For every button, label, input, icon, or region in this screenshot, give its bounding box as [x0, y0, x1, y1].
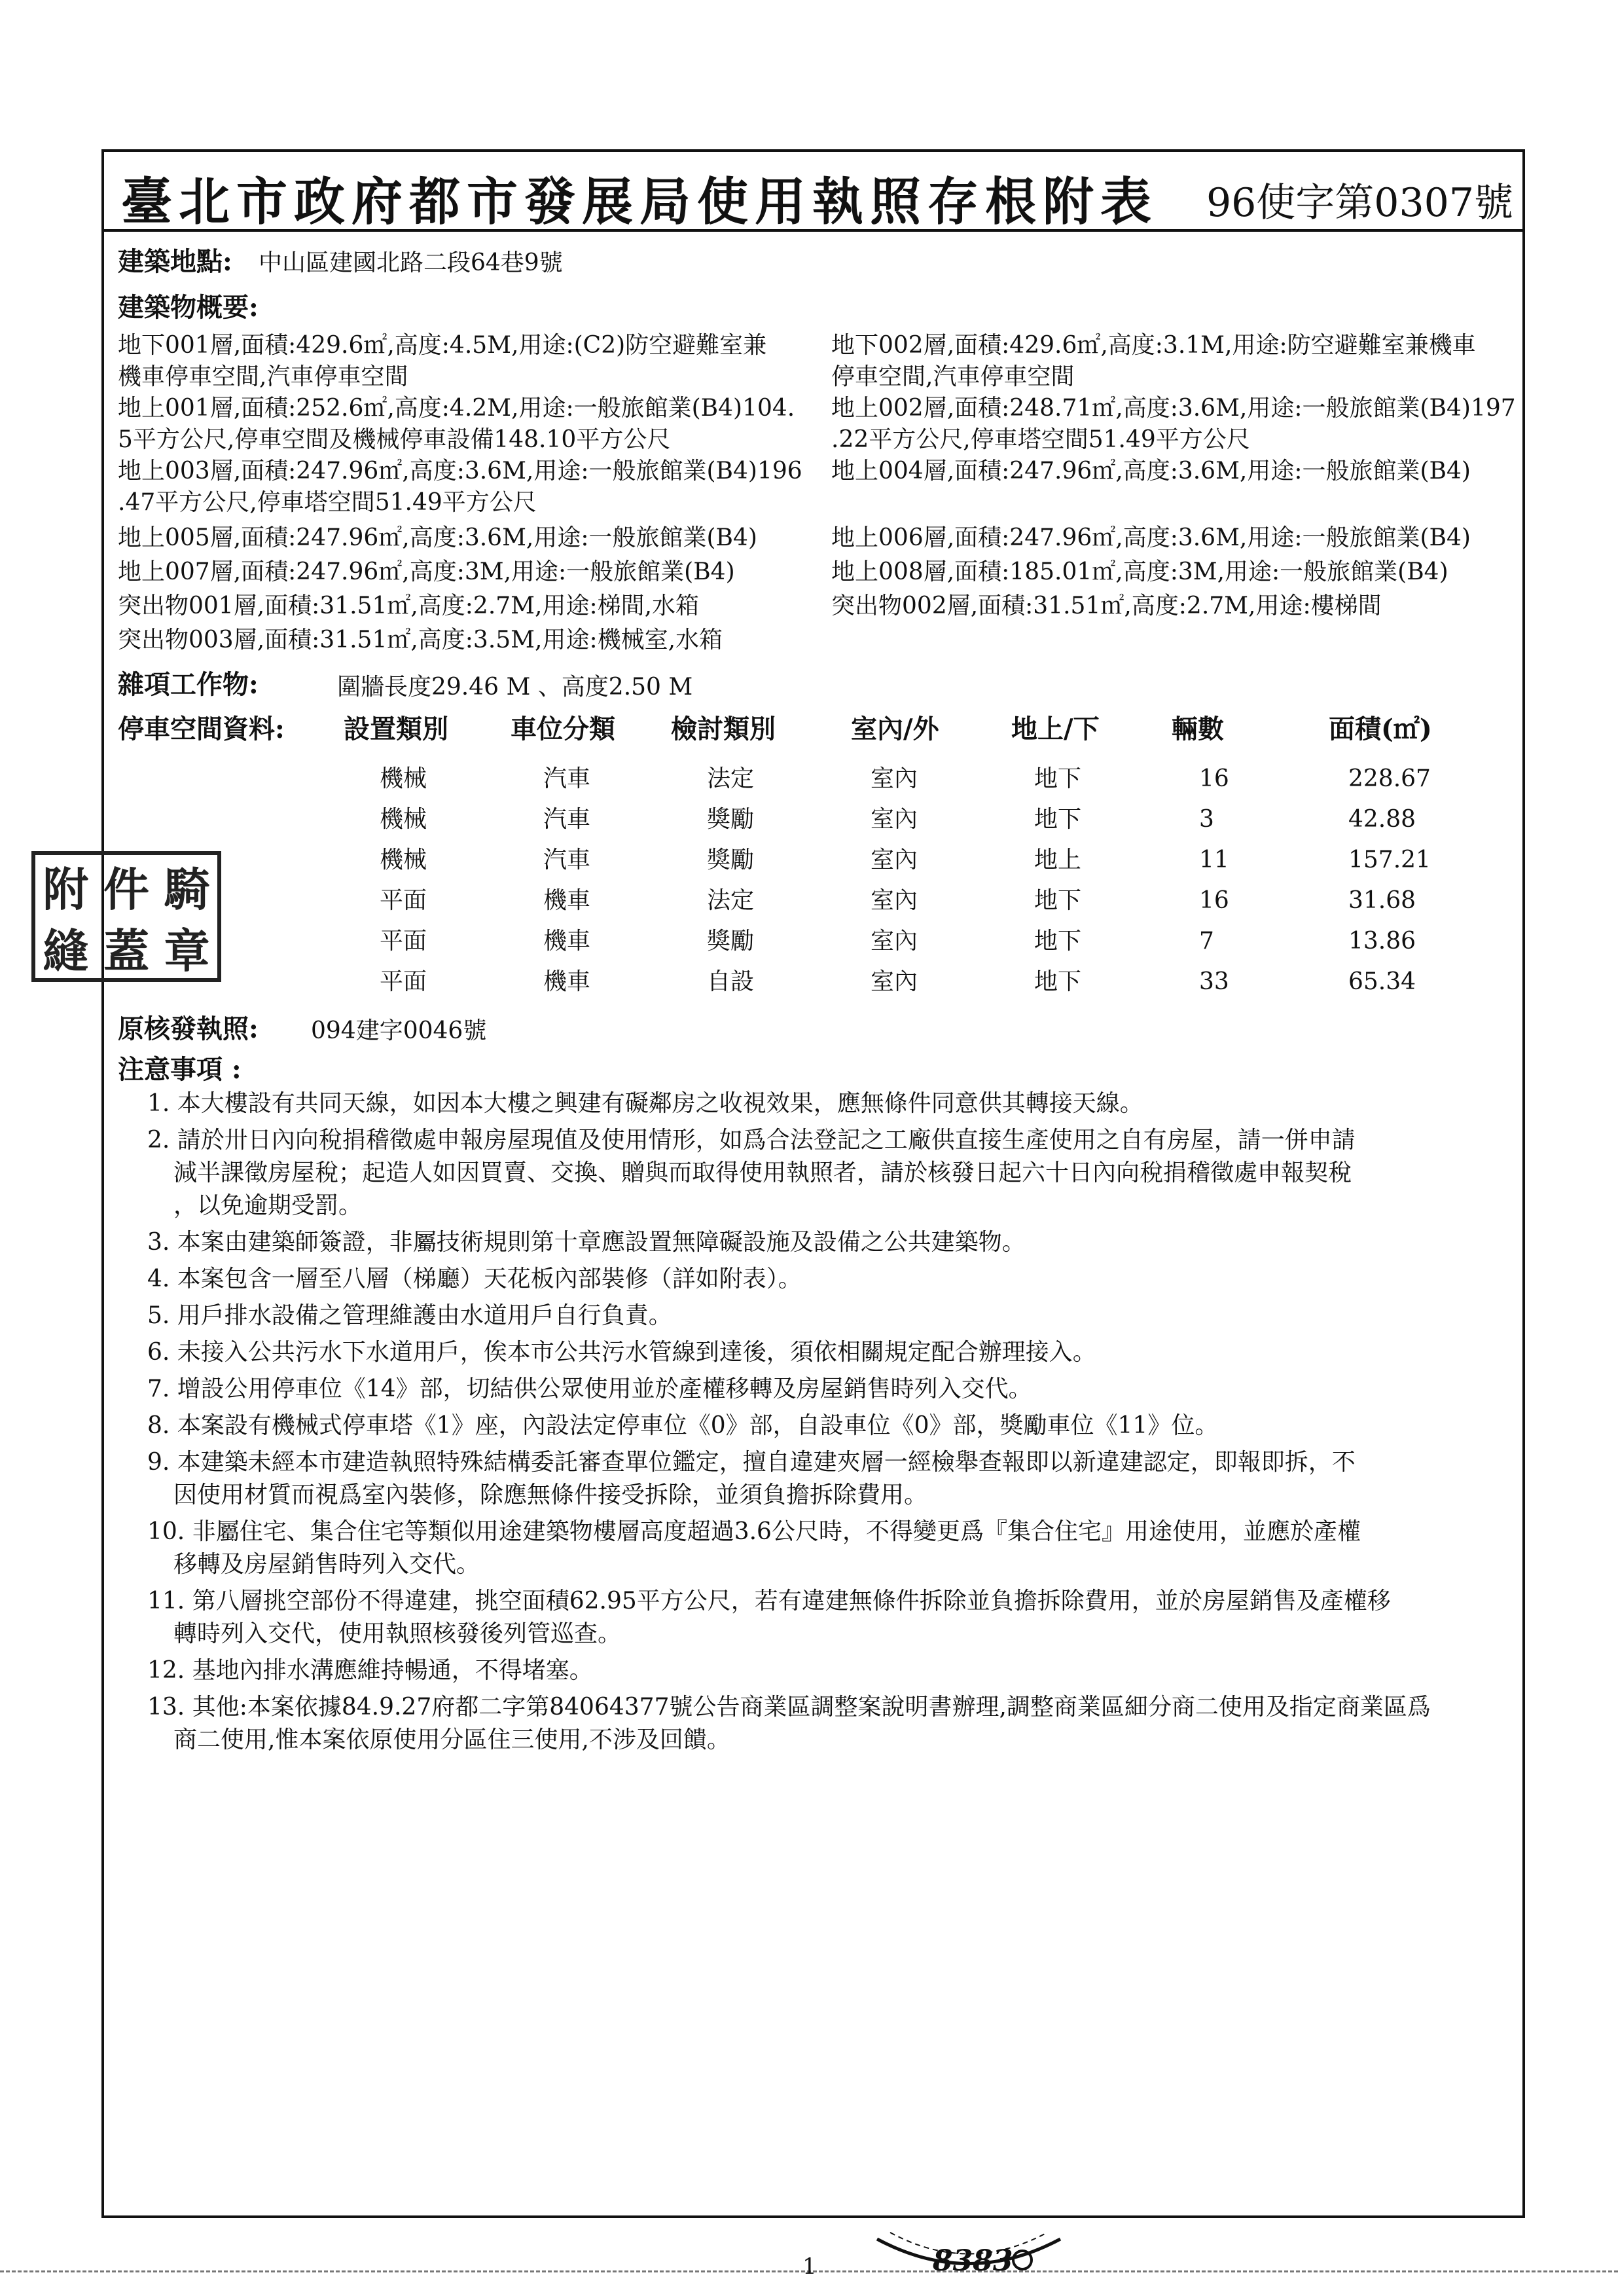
- stamp-char: 蓋: [103, 923, 149, 978]
- parking-cell: 33: [1199, 968, 1229, 995]
- overview-line: 地上004層,面積:247.96㎡,高度:3.6M,用途:一般旅館業(B4): [831, 458, 1471, 484]
- parking-cell: 機械: [380, 847, 427, 873]
- parking-cell: 獎勵: [707, 847, 755, 873]
- parking-header-cell: 面積(㎡): [1329, 714, 1432, 744]
- overview-line: 地上007層,面積:247.96㎡,高度:3M,用途:一般旅館業(B4): [118, 558, 735, 585]
- overview-line: 地上008層,面積:185.01㎡,高度:3M,用途:一般旅館業(B4): [831, 558, 1448, 585]
- overview-line: 地上005層,面積:247.96㎡,高度:3.6M,用途:一般旅館業(B4): [118, 524, 757, 551]
- stamp-char: 附: [43, 862, 89, 917]
- original-permit-label: 原核發執照:: [118, 1013, 259, 1044]
- overview-line: 地上001層,面積:252.6㎡,高度:4.2M,用途:一般旅館業(B4)104.: [118, 395, 795, 422]
- parking-cell: 汽車: [543, 847, 591, 873]
- parking-cell: 平面: [380, 887, 427, 914]
- parking-cell: 157.21: [1348, 847, 1431, 873]
- parking-cell: 機車: [543, 928, 591, 955]
- document-number: 96使字第0307號: [1206, 180, 1513, 226]
- parking-cell: 自設: [707, 968, 755, 995]
- parking-cell: 室內: [871, 968, 918, 995]
- stamp-char: 件: [103, 862, 149, 917]
- document-title: 臺北市政府都市發展局使用執照存根附表: [121, 172, 1159, 232]
- stamp-char: 縫: [43, 923, 89, 978]
- parking-cell: 42.88: [1348, 806, 1416, 833]
- title-row: [101, 149, 1525, 232]
- stamp-char: 騎: [164, 862, 210, 917]
- list-item: 10. 非屬住宅、集合住宅等類似用途建築物樓層高度超過3.6公尺時，不得變更爲『集合住宅』用途使用，並應於產權: [147, 1518, 1361, 1545]
- overview-line: 地上002層,面積:248.71㎡,高度:3.6M,用途:一般旅館業(B4)197: [831, 395, 1516, 422]
- list-item: 8. 本案設有機械式停車塔《1》座，內設法定停車位《0》部，自設車位《0》部，獎勵車位《11》位。: [147, 1412, 1219, 1439]
- parking-cell: 室內: [871, 765, 918, 792]
- parking-header-cell: 檢討類別: [671, 714, 776, 744]
- parking-cell: 機車: [543, 968, 591, 995]
- list-item: 4. 本案包含一層至八層（梯廳）天花板內部裝修（詳如附表）。: [147, 1266, 802, 1292]
- overview-line: 地上003層,面積:247.96㎡,高度:3.6M,用途:一般旅館業(B4)196: [118, 458, 802, 484]
- parking-cell: 獎勵: [707, 806, 755, 833]
- list-item: 12. 基地內排水溝應維持暢通，不得堵塞。: [147, 1657, 593, 1684]
- list-item: ，以免逾期受罰。: [173, 1192, 363, 1219]
- overview-line: 突出物001層,面積:31.51㎡,高度:2.7M,用途:梯間,水箱: [118, 592, 700, 619]
- parking-cell: 汽車: [543, 765, 591, 792]
- parking-cell: 16: [1199, 887, 1229, 914]
- list-item: 6. 未接入公共污水下水道用戶，俟本市公共污水管線到達後，須依相關規定配合辦理接入。: [147, 1339, 1096, 1366]
- list-item: 2. 請於卅日內向稅捐稽徵處申報房屋現值及使用情形，如爲合法登記之工廠供直接生產使用之自有房屋，請一併申請: [147, 1127, 1356, 1154]
- overview-line: 地上006層,面積:247.96㎡,高度:3.6M,用途:一般旅館業(B4): [831, 524, 1471, 551]
- overview-line: 停車空間,汽車停車空間: [831, 363, 1075, 390]
- parking-cell: 平面: [380, 968, 427, 995]
- notes-label: 注意事項 :: [118, 1054, 242, 1085]
- parking-cell: 65.34: [1348, 968, 1416, 995]
- list-item: 9. 本建築未經本市建造執照特殊結構委託審查單位鑑定，擅自違建夾層一經檢舉查報即以新違建認定，即報即拆，不: [147, 1449, 1356, 1476]
- original-permit-value: 094建字0046號: [311, 1017, 487, 1044]
- parking-cell: 3: [1199, 806, 1214, 833]
- parking-header-cell: 室內/外: [851, 714, 939, 744]
- parking-cell: 獎勵: [707, 928, 755, 955]
- parking-header-cell: 輛數: [1172, 714, 1224, 744]
- overview-line: 地下001層,面積:429.6㎡,高度:4.5M,用途:(C2)防空避難室兼: [118, 332, 767, 359]
- overview-line: .47平方公尺,停車塔空間51.49平方公尺: [118, 489, 537, 516]
- list-item: 1. 本大樓設有共同天線，如因本大樓之興建有礙鄰房之收視效果，應無條件同意供其轉接天線。: [147, 1090, 1143, 1117]
- page-number: 1: [802, 2253, 817, 2280]
- parking-cell: 室內: [871, 928, 918, 955]
- parking-cell: 7: [1199, 928, 1214, 955]
- parking-cell: 汽車: [543, 806, 591, 833]
- overview-label: 建築物概要:: [118, 292, 259, 323]
- parking-cell: 13.86: [1348, 928, 1416, 955]
- parking-cell: 平面: [380, 928, 427, 955]
- parking-label: 停車空間資料:: [118, 714, 285, 744]
- parking-cell: 機械: [380, 806, 427, 833]
- overview-line: 突出物003層,面積:31.51㎡,高度:3.5M,用途:機械室,水箱: [118, 627, 723, 653]
- overview-line: 5平方公尺,停車空間及機械停車設備148.10平方公尺: [118, 426, 671, 453]
- parking-cell: 法定: [707, 765, 755, 792]
- parking-cell: 地下: [1034, 968, 1082, 995]
- parking-cell: 地下: [1034, 928, 1082, 955]
- parking-cell: 機車: [543, 887, 591, 914]
- list-item: 7. 增設公用停車位《14》部，切結供公眾使用並於產權移轉及房屋銷售時列入交代。: [147, 1376, 1032, 1402]
- stamp-char: 章: [164, 923, 210, 978]
- parking-cell: 31.68: [1348, 887, 1416, 914]
- parking-cell: 地下: [1034, 887, 1082, 914]
- list-item: 3. 本案由建築師簽證，非屬技術規則第十章應設置無障礙設施及設備之公共建築物。: [147, 1229, 1026, 1256]
- list-item: 移轉及房屋銷售時列入交代。: [173, 1551, 480, 1578]
- list-item: 5. 用戶排水設備之管理維護由水道用戶自行負責。: [147, 1302, 672, 1329]
- parking-cell: 地上: [1034, 847, 1082, 873]
- parking-cell: 室內: [871, 847, 918, 873]
- overview-line: .22平方公尺,停車塔空間51.49平方公尺: [831, 426, 1250, 453]
- parking-header-cell: 地上/下: [1011, 714, 1100, 744]
- list-item: 13. 其他:本案依據84.9.27府都二字第84064377號公告商業區調整案說明書辦理,調整商業區細分商二使用及指定商業區爲: [147, 1694, 1431, 1721]
- location-value: 中山區建國北路二段64巷9號: [259, 249, 563, 276]
- list-item: 轉時列入交代，使用執照核發後列管巡查。: [173, 1620, 622, 1647]
- parking-cell: 室內: [871, 806, 918, 833]
- seal-number: 8383: [933, 2244, 1013, 2278]
- parking-cell: 11: [1199, 847, 1229, 873]
- seam-seal-stamp: [31, 851, 221, 982]
- misc-label: 雜項工作物:: [118, 669, 259, 700]
- list-item: 商二使用,惟本案依原使用分區住三使用,不涉及回饋。: [173, 1726, 730, 1753]
- parking-cell: 法定: [707, 887, 755, 914]
- parking-header-cell: 車位分類: [511, 714, 615, 744]
- parking-cell: 地下: [1034, 806, 1082, 833]
- parking-cell: 室內: [871, 887, 918, 914]
- parking-cell: 機械: [380, 765, 427, 792]
- list-item: 因使用材質而視爲室內裝修，除應無條件接受拆除，並須負擔拆除費用。: [173, 1482, 928, 1508]
- location-label: 建築地點:: [118, 246, 232, 277]
- seal-number-emblem: [871, 2226, 1067, 2285]
- list-item: 11. 第八層挑空部份不得違建，挑空面積62.95平方公尺，若有違建無條件拆除並負擔拆除費用，並於房屋銷售及產權移: [147, 1588, 1391, 1614]
- overview-line: 機車停車空間,汽車停車空間: [118, 363, 408, 390]
- parking-cell: 228.67: [1348, 765, 1431, 792]
- parking-cell: 地下: [1034, 765, 1082, 792]
- overview-line: 突出物002層,面積:31.51㎡,高度:2.7M,用途:樓梯間: [831, 592, 1382, 619]
- parking-header-cell: 設置類別: [344, 714, 448, 744]
- misc-value: 圍牆長度29.46 M 、高度2.50 M: [337, 674, 693, 701]
- overview-line: 地下002層,面積:429.6㎡,高度:3.1M,用途:防空避難室兼機車: [831, 332, 1476, 359]
- list-item: 減半課徵房屋稅；起造人如因買賣、交換、贈與而取得使用執照者，請於核發日起六十日內向稅捐稽徵處申報契稅: [173, 1159, 1352, 1186]
- parking-cell: 16: [1199, 765, 1229, 792]
